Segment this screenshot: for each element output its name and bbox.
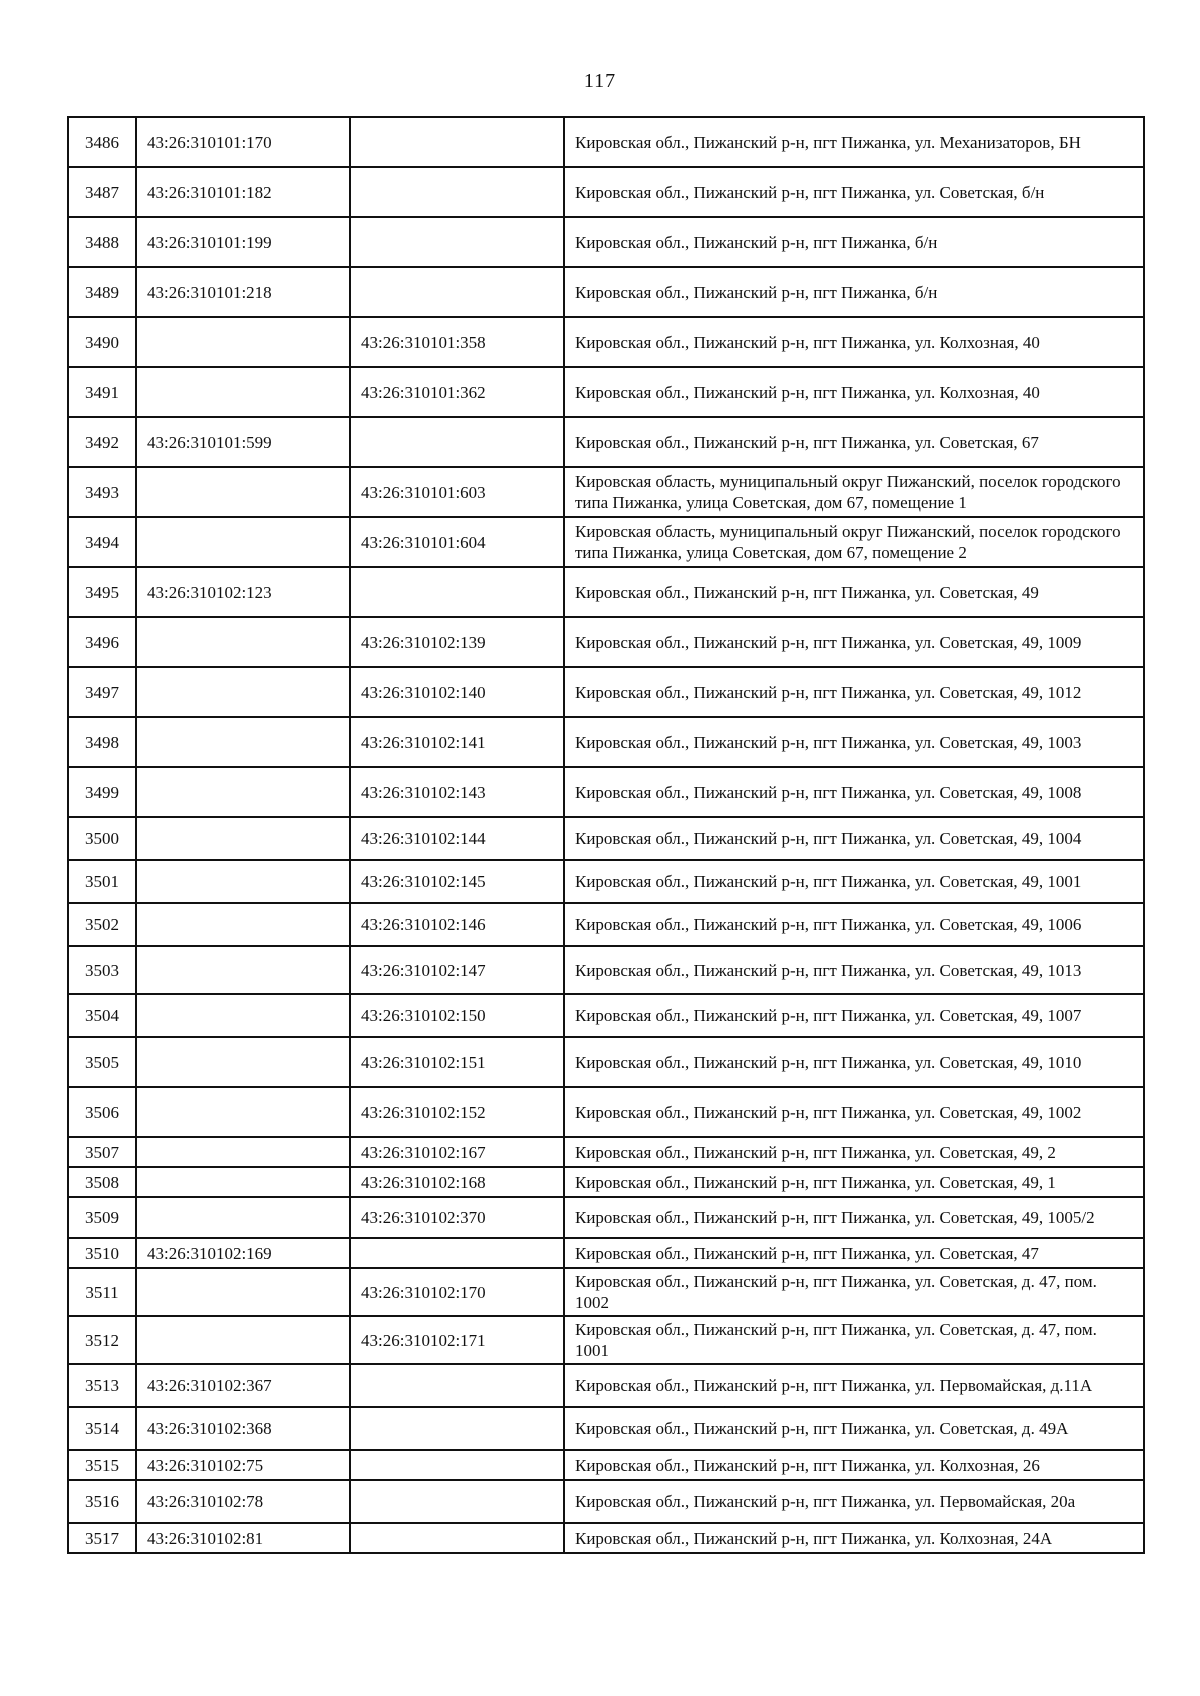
land-cadastral-number-cell	[136, 517, 350, 567]
building-cadastral-number-cell	[350, 167, 564, 217]
row-number-cell: 3486	[68, 117, 136, 167]
land-cadastral-number-cell: 43:26:310101:599	[136, 417, 350, 467]
address-cell: Кировская обл., Пижанский р-н, пгт Пижанка, ул. Советская, 49, 1005/2	[564, 1197, 1144, 1238]
row-number-cell: 3513	[68, 1364, 136, 1407]
row-number-cell: 3495	[68, 567, 136, 617]
row-number-cell: 3489	[68, 267, 136, 317]
building-cadastral-number-cell: 43:26:310102:151	[350, 1037, 564, 1087]
table-row	[68, 1316, 1144, 1364]
land-cadastral-number-cell	[136, 667, 350, 717]
land-cadastral-number-cell	[136, 1087, 350, 1137]
land-cadastral-number-cell	[136, 717, 350, 767]
building-cadastral-number-cell	[350, 1450, 564, 1480]
table-row	[68, 903, 1144, 946]
table-row	[68, 467, 1144, 517]
land-cadastral-number-cell: 43:26:310102:367	[136, 1364, 350, 1407]
land-cadastral-number-cell: 43:26:310102:78	[136, 1480, 350, 1523]
address-cell: Кировская обл., Пижанский р-н, пгт Пижанка, ул. Советская, 67	[564, 417, 1144, 467]
address-cell: Кировская обл., Пижанский р-н, пгт Пижанка, ул. Советская, д. 47, пом. 1002	[564, 1268, 1144, 1316]
row-number-cell: 3490	[68, 317, 136, 367]
address-cell: Кировская обл., Пижанский р-н, пгт Пижанка, б/н	[564, 217, 1144, 267]
address-cell: Кировская обл., Пижанский р-н, пгт Пижанка, ул. Советская, 49, 2	[564, 1137, 1144, 1167]
address-cell: Кировская обл., Пижанский р-н, пгт Пижанка, ул. Советская, б/н	[564, 167, 1144, 217]
row-number-cell: 3492	[68, 417, 136, 467]
building-cadastral-number-cell: 43:26:310102:144	[350, 817, 564, 860]
address-cell: Кировская обл., Пижанский р-н, пгт Пижанка, ул. Советская, 47	[564, 1238, 1144, 1268]
land-cadastral-number-cell: 43:26:310102:81	[136, 1523, 350, 1553]
table-row	[68, 946, 1144, 994]
building-cadastral-number-cell: 43:26:310101:603	[350, 467, 564, 517]
land-cadastral-number-cell: 43:26:310102:75	[136, 1450, 350, 1480]
land-cadastral-number-cell: 43:26:310102:368	[136, 1407, 350, 1450]
table-row	[68, 1197, 1144, 1238]
land-cadastral-number-cell	[136, 1037, 350, 1087]
row-number-cell: 3493	[68, 467, 136, 517]
address-cell: Кировская обл., Пижанский р-н, пгт Пижанка, ул. Советская, д. 47, пом. 1001	[564, 1316, 1144, 1364]
table-row	[68, 1087, 1144, 1137]
land-cadastral-number-cell: 43:26:310101:199	[136, 217, 350, 267]
building-cadastral-number-cell: 43:26:310102:147	[350, 946, 564, 994]
table-row	[68, 617, 1144, 667]
address-cell: Кировская обл., Пижанский р-н, пгт Пижанка, ул. Колхозная, 40	[564, 317, 1144, 367]
table-row	[68, 767, 1144, 817]
row-number-cell: 3505	[68, 1037, 136, 1087]
building-cadastral-number-cell: 43:26:310101:358	[350, 317, 564, 367]
registry-table-body	[68, 117, 1144, 1553]
building-cadastral-number-cell: 43:26:310102:170	[350, 1268, 564, 1316]
building-cadastral-number-cell	[350, 267, 564, 317]
table-row	[68, 1268, 1144, 1316]
table-row	[68, 517, 1144, 567]
building-cadastral-number-cell	[350, 217, 564, 267]
table-row	[68, 1037, 1144, 1087]
building-cadastral-number-cell: 43:26:310102:139	[350, 617, 564, 667]
table-row	[68, 1137, 1144, 1167]
building-cadastral-number-cell: 43:26:310102:370	[350, 1197, 564, 1238]
address-cell: Кировская область, муниципальный округ Пижанский, поселок городского типа Пижанка, улица Советская, дом 67, помещение 1	[564, 467, 1144, 517]
row-number-cell: 3511	[68, 1268, 136, 1316]
land-cadastral-number-cell	[136, 994, 350, 1037]
row-number-cell: 3503	[68, 946, 136, 994]
address-cell: Кировская обл., Пижанский р-н, пгт Пижанка, б/н	[564, 267, 1144, 317]
address-cell: Кировская обл., Пижанский р-н, пгт Пижанка, ул. Советская, 49, 1002	[564, 1087, 1144, 1137]
land-cadastral-number-cell	[136, 946, 350, 994]
address-cell: Кировская обл., Пижанский р-н, пгт Пижанка, ул. Советская, 49, 1012	[564, 667, 1144, 717]
land-cadastral-number-cell	[136, 1316, 350, 1364]
row-number-cell: 3496	[68, 617, 136, 667]
row-number-cell: 3497	[68, 667, 136, 717]
land-cadastral-number-cell: 43:26:310102:169	[136, 1238, 350, 1268]
building-cadastral-number-cell	[350, 567, 564, 617]
address-cell: Кировская обл., Пижанский р-н, пгт Пижанка, ул. Советская, д. 49А	[564, 1407, 1144, 1450]
row-number-cell: 3509	[68, 1197, 136, 1238]
registry-table	[67, 116, 1145, 1554]
address-cell: Кировская обл., Пижанский р-н, пгт Пижанка, ул. Первомайская, 20а	[564, 1480, 1144, 1523]
row-number-cell: 3499	[68, 767, 136, 817]
land-cadastral-number-cell: 43:26:310102:123	[136, 567, 350, 617]
table-row	[68, 1238, 1144, 1268]
row-number-cell: 3487	[68, 167, 136, 217]
row-number-cell: 3516	[68, 1480, 136, 1523]
building-cadastral-number-cell: 43:26:310102:152	[350, 1087, 564, 1137]
building-cadastral-number-cell	[350, 1407, 564, 1450]
land-cadastral-number-cell	[136, 1268, 350, 1316]
row-number-cell: 3504	[68, 994, 136, 1037]
building-cadastral-number-cell: 43:26:310102:140	[350, 667, 564, 717]
land-cadastral-number-cell	[136, 767, 350, 817]
land-cadastral-number-cell	[136, 903, 350, 946]
land-cadastral-number-cell	[136, 817, 350, 860]
row-number-cell: 3507	[68, 1137, 136, 1167]
building-cadastral-number-cell	[350, 417, 564, 467]
row-number-cell: 3514	[68, 1407, 136, 1450]
land-cadastral-number-cell: 43:26:310101:182	[136, 167, 350, 217]
land-cadastral-number-cell	[136, 860, 350, 903]
land-cadastral-number-cell	[136, 467, 350, 517]
table-row	[68, 1523, 1144, 1553]
land-cadastral-number-cell	[136, 367, 350, 417]
table-row	[68, 367, 1144, 417]
address-cell: Кировская обл., Пижанский р-н, пгт Пижанка, ул. Советская, 49, 1006	[564, 903, 1144, 946]
address-cell: Кировская обл., Пижанский р-н, пгт Пижанка, ул. Советская, 49, 1004	[564, 817, 1144, 860]
address-cell: Кировская обл., Пижанский р-н, пгт Пижанка, ул. Механизаторов, БН	[564, 117, 1144, 167]
table-row	[68, 860, 1144, 903]
building-cadastral-number-cell: 43:26:310102:143	[350, 767, 564, 817]
table-row	[68, 1480, 1144, 1523]
address-cell: Кировская обл., Пижанский р-н, пгт Пижанка, ул. Колхозная, 40	[564, 367, 1144, 417]
land-cadastral-number-cell	[136, 1197, 350, 1238]
row-number-cell: 3494	[68, 517, 136, 567]
address-cell: Кировская обл., Пижанский р-н, пгт Пижанка, ул. Первомайская, д.11А	[564, 1364, 1144, 1407]
building-cadastral-number-cell: 43:26:310102:150	[350, 994, 564, 1037]
row-number-cell: 3508	[68, 1167, 136, 1197]
table-row	[68, 817, 1144, 860]
address-cell: Кировская обл., Пижанский р-н, пгт Пижанка, ул. Советская, 49, 1003	[564, 717, 1144, 767]
building-cadastral-number-cell	[350, 1480, 564, 1523]
table-row	[68, 667, 1144, 717]
row-number-cell: 3510	[68, 1238, 136, 1268]
table-row	[68, 717, 1144, 767]
building-cadastral-number-cell: 43:26:310101:604	[350, 517, 564, 567]
row-number-cell: 3488	[68, 217, 136, 267]
building-cadastral-number-cell: 43:26:310102:141	[350, 717, 564, 767]
land-cadastral-number-cell	[136, 617, 350, 667]
building-cadastral-number-cell: 43:26:310102:167	[350, 1137, 564, 1167]
address-cell: Кировская обл., Пижанский р-н, пгт Пижанка, ул. Колхозная, 24А	[564, 1523, 1144, 1553]
row-number-cell: 3500	[68, 817, 136, 860]
table-row	[68, 1450, 1144, 1480]
land-cadastral-number-cell: 43:26:310101:218	[136, 267, 350, 317]
row-number-cell: 3517	[68, 1523, 136, 1553]
building-cadastral-number-cell: 43:26:310102:145	[350, 860, 564, 903]
building-cadastral-number-cell: 43:26:310102:168	[350, 1167, 564, 1197]
row-number-cell: 3502	[68, 903, 136, 946]
building-cadastral-number-cell: 43:26:310102:146	[350, 903, 564, 946]
building-cadastral-number-cell	[350, 1523, 564, 1553]
table-row	[68, 267, 1144, 317]
address-cell: Кировская обл., Пижанский р-н, пгт Пижанка, ул. Советская, 49, 1008	[564, 767, 1144, 817]
page-number: 117	[583, 70, 617, 92]
address-cell: Кировская область, муниципальный округ Пижанский, поселок городского типа Пижанка, улица Советская, дом 67, помещение 2	[564, 517, 1144, 567]
address-cell: Кировская обл., Пижанский р-н, пгт Пижанка, ул. Колхозная, 26	[564, 1450, 1144, 1480]
building-cadastral-number-cell	[350, 1364, 564, 1407]
table-row	[68, 217, 1144, 267]
building-cadastral-number-cell: 43:26:310102:171	[350, 1316, 564, 1364]
address-cell: Кировская обл., Пижанский р-н, пгт Пижанка, ул. Советская, 49, 1001	[564, 860, 1144, 903]
table-row	[68, 567, 1144, 617]
address-cell: Кировская обл., Пижанский р-н, пгт Пижанка, ул. Советская, 49	[564, 567, 1144, 617]
table-row	[68, 1364, 1144, 1407]
building-cadastral-number-cell	[350, 117, 564, 167]
land-cadastral-number-cell	[136, 1167, 350, 1197]
row-number-cell: 3515	[68, 1450, 136, 1480]
building-cadastral-number-cell: 43:26:310101:362	[350, 367, 564, 417]
building-cadastral-number-cell	[350, 1238, 564, 1268]
row-number-cell: 3506	[68, 1087, 136, 1137]
address-cell: Кировская обл., Пижанский р-н, пгт Пижанка, ул. Советская, 49, 1007	[564, 994, 1144, 1037]
table-row	[68, 117, 1144, 167]
land-cadastral-number-cell	[136, 317, 350, 367]
table-row	[68, 417, 1144, 467]
row-number-cell: 3491	[68, 367, 136, 417]
row-number-cell: 3498	[68, 717, 136, 767]
address-cell: Кировская обл., Пижанский р-н, пгт Пижанка, ул. Советская, 49, 1013	[564, 946, 1144, 994]
row-number-cell: 3512	[68, 1316, 136, 1364]
land-cadastral-number-cell: 43:26:310101:170	[136, 117, 350, 167]
address-cell: Кировская обл., Пижанский р-н, пгт Пижанка, ул. Советская, 49, 1	[564, 1167, 1144, 1197]
address-cell: Кировская обл., Пижанский р-н, пгт Пижанка, ул. Советская, 49, 1009	[564, 617, 1144, 667]
land-cadastral-number-cell	[136, 1137, 350, 1167]
table-row	[68, 994, 1144, 1037]
table-row	[68, 1167, 1144, 1197]
table-row	[68, 1407, 1144, 1450]
table-row	[68, 317, 1144, 367]
row-number-cell: 3501	[68, 860, 136, 903]
address-cell: Кировская обл., Пижанский р-н, пгт Пижанка, ул. Советская, 49, 1010	[564, 1037, 1144, 1087]
table-row	[68, 167, 1144, 217]
